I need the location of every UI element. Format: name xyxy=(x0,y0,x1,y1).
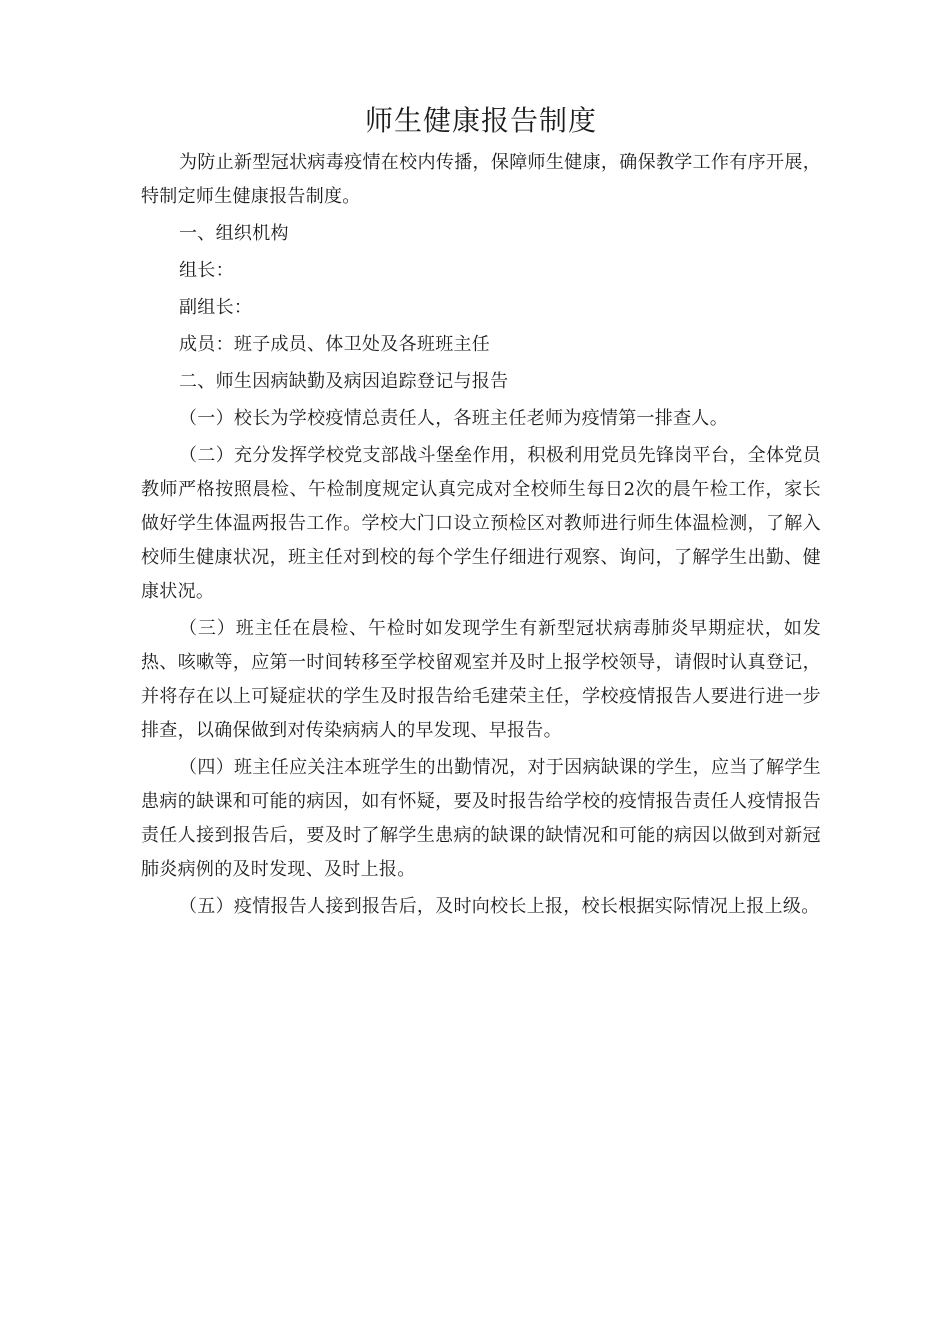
item-one-paragraph: （一）校长为学校疫情总责任人，各班主任老师为疫情第一排查人。 xyxy=(179,408,728,429)
item-five-paragraph: （五）疫情报告人接到报告后，及时向校长上报，校长根据实际情况上报上级。 xyxy=(179,896,820,917)
members-line: 成员：班子成员、体卫处及各班班主任 xyxy=(179,334,491,355)
team-leader-line: 组长： xyxy=(179,260,234,281)
item-four-paragraph: （四）班主任应关注本班学生的出勤情况，对于因病缺课的学生，应当了解学生患病的缺课和可能的病因，如有怀疑，要及时报告给学校的疫情报告责任人疫情报告责任人接到报告后，要及时了解学生患病的缺课的缺情况和可能的病因以做到对新冠肺炎病例的及时发现、及时上报。 xyxy=(141,757,821,880)
section-heading-reporting: 二、师生因病缺勤及病因追踪登记与报告 xyxy=(179,371,509,392)
deputy-leader-line: 副组长： xyxy=(179,297,253,318)
item-three-paragraph: （三）班主任在晨检、午检时如发现学生有新型冠状病毒肺炎早期症状，如发热、咳嗽等，应第一时间转移至学校留观室并及时上报学校领导，请假时认真登记，并将存在以上可疑症状的学生及时报告给毛建荣主任，学校疫情报告人要进行进一步排查，以确保做到对传染病病人的早发现、早报告。 xyxy=(141,618,821,741)
intro-paragraph: 为防止新型冠状病毒疫情在校内传播，保障师生健康，确保教学工作有序开展，特制定师生健康报告制度。 xyxy=(141,152,821,207)
document-page xyxy=(141,100,821,927)
document-title: 师生健康报告制度 xyxy=(364,104,597,137)
section-heading-organization: 一、组织机构 xyxy=(179,223,289,244)
item-two-paragraph: （二）充分发挥学校党支部战斗堡垒作用，积极利用党员先锋岗平台，全体党员教师严格按照晨检、午检制度规定认真完成对全校师生每日2次的晨午检工作，家长做好学生体温两报告工作。学校大门口设立预检区对教师进行师生体温检测，了解入校师生健康状况，班主任对到校的每个学生仔细进行观察、询问，了解学生出勤、健康状况。 xyxy=(141,445,821,602)
